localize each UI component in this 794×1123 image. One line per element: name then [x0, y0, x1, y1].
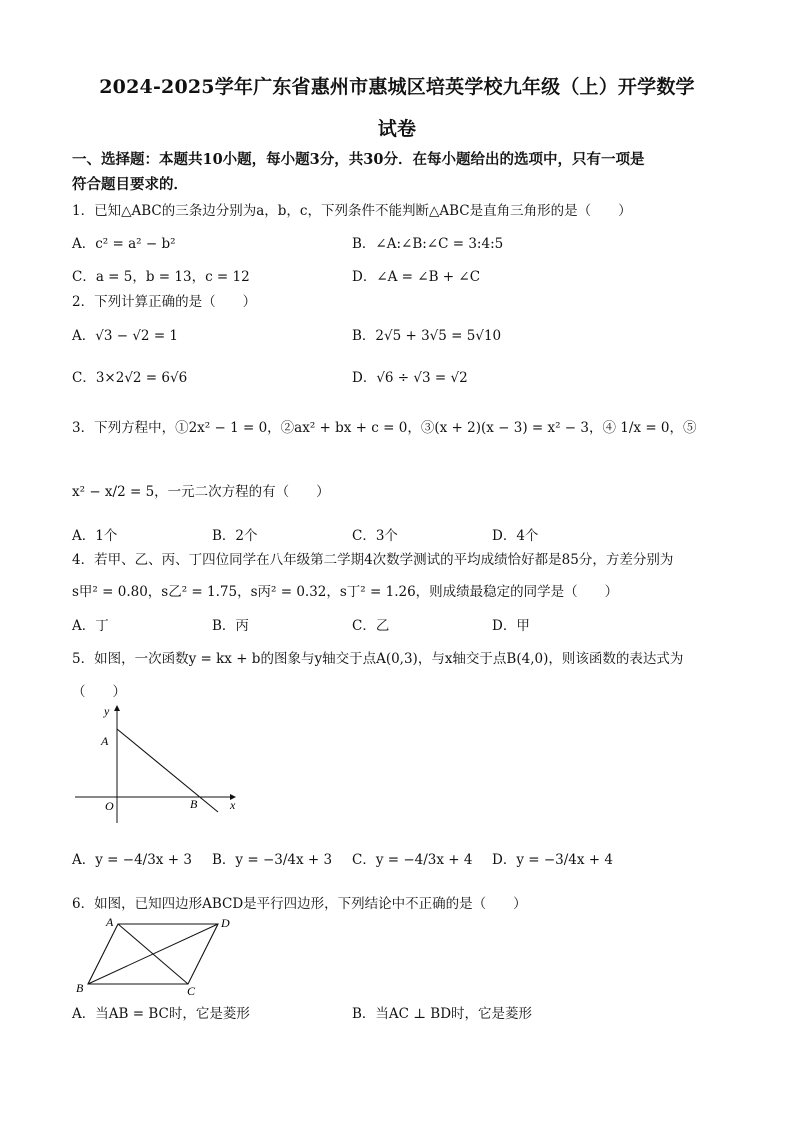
diagonal-bd	[88, 924, 218, 984]
q2-option-a: A．√3 − √2 = 1	[72, 328, 179, 344]
point-b-label: B	[190, 797, 198, 811]
q4-option-a: A．丁	[72, 618, 109, 634]
section-heading-line-1: 一、选择题：本题共10小题，每小题3分，共30分．在每小题给出的选项中，只有一项是	[72, 151, 645, 168]
q1-option-d: D．∠A = ∠B + ∠C	[352, 269, 481, 285]
point-a-label: A	[101, 734, 109, 748]
x-axis-label: x	[230, 798, 236, 812]
origin-label: O	[105, 799, 114, 813]
q5-option-a: A．y = −4/3x + 3	[72, 852, 192, 868]
q6-option-a: A．当AB = BC时，它是菱形	[72, 1006, 250, 1022]
y-axis-label: y	[104, 704, 110, 718]
q5-option-d: D．y = −3/4x + 4	[492, 852, 613, 868]
q4-stem-line-1: 4．若甲、乙、丙、丁四位同学在八年级第二学期4次数学测试的平均成绩恰好都是85分，方差分别为	[72, 552, 674, 568]
q6-parallelogram-figure	[72, 912, 242, 998]
q4-stem-line-2: s甲² = 0.80，s乙² = 1.75，s丙² = 0.32，s丁² = 1.26，则成绩最稳定的同学是（ ）	[72, 584, 619, 600]
q5-stem-line-1: 5．如图，一次函数y = kx + b的图象与y轴交于点A(0,3)，与x轴交于点B(4,0)，则该函数的表达式为	[72, 651, 684, 667]
q4-option-c: C．乙	[352, 618, 390, 634]
function-line	[117, 729, 218, 812]
q3-stem-line-2: x² − x/2 = 5，一元二次方程的有（ ）	[72, 484, 330, 500]
q6-stem: 6．如图，已知四边形ABCD是平行四边形，下列结论中不正确的是（ ）	[72, 896, 527, 912]
q5-option-b: B．y = −3/4x + 3	[212, 852, 333, 868]
q1-stem: 1．已知△ABC的三条边分别为a，b，c，下列条件不能判断△ABC是直角三角形的是（ ）	[72, 203, 632, 219]
q3-stem-line-1: 3．下列方程中，①2x² − 1 = 0，②ax² + bx + c = 0，③(x + 2)(x − 3) = x² − 3，④ 1/x = 0，⑤	[72, 420, 697, 436]
q2-option-c: C．3×2√2 = 6√6	[72, 370, 188, 386]
q5-linear-function-graph	[70, 700, 250, 830]
q3-option-d: D．4个	[492, 528, 539, 544]
q4-option-d: D．甲	[492, 618, 530, 634]
q1-option-b: B．∠A:∠B:∠C = 3:4:5	[352, 236, 504, 252]
vertex-b-label: B	[76, 981, 84, 995]
vertex-a-label: A	[106, 915, 114, 929]
q3-option-a: A．1个	[72, 528, 118, 544]
section-heading-line-2: 符合题目要求的．	[72, 176, 188, 193]
q2-option-d: D．√6 ÷ √3 = √2	[352, 370, 468, 386]
q3-option-b: B．2个	[212, 528, 258, 544]
q2-option-b: B．2√5 + 3√5 = 5√10	[352, 328, 502, 344]
exam-title-line-2: 试卷	[377, 118, 417, 140]
q4-option-b: B．丙	[212, 618, 249, 634]
q1-option-c: C．a = 5，b = 13，c = 12	[72, 269, 250, 285]
vertex-c-label: C	[187, 984, 196, 998]
q1-option-a: A．c² = a² − b²	[72, 236, 176, 252]
q5-option-c: C．y = −4/3x + 4	[352, 852, 473, 868]
exam-title-line-1: 2024-2025学年广东省惠州市惠城区培英学校九年级（上）开学数学	[99, 76, 695, 98]
q2-stem: 2．下列计算正确的是（ ）	[72, 294, 257, 310]
q6-option-b: B．当AC ⊥ BD时，它是菱形	[352, 1006, 533, 1022]
q5-stem-line-2: （ ）	[72, 684, 126, 700]
vertex-d-label: D	[221, 916, 230, 930]
q3-option-c: C．3个	[352, 528, 398, 544]
